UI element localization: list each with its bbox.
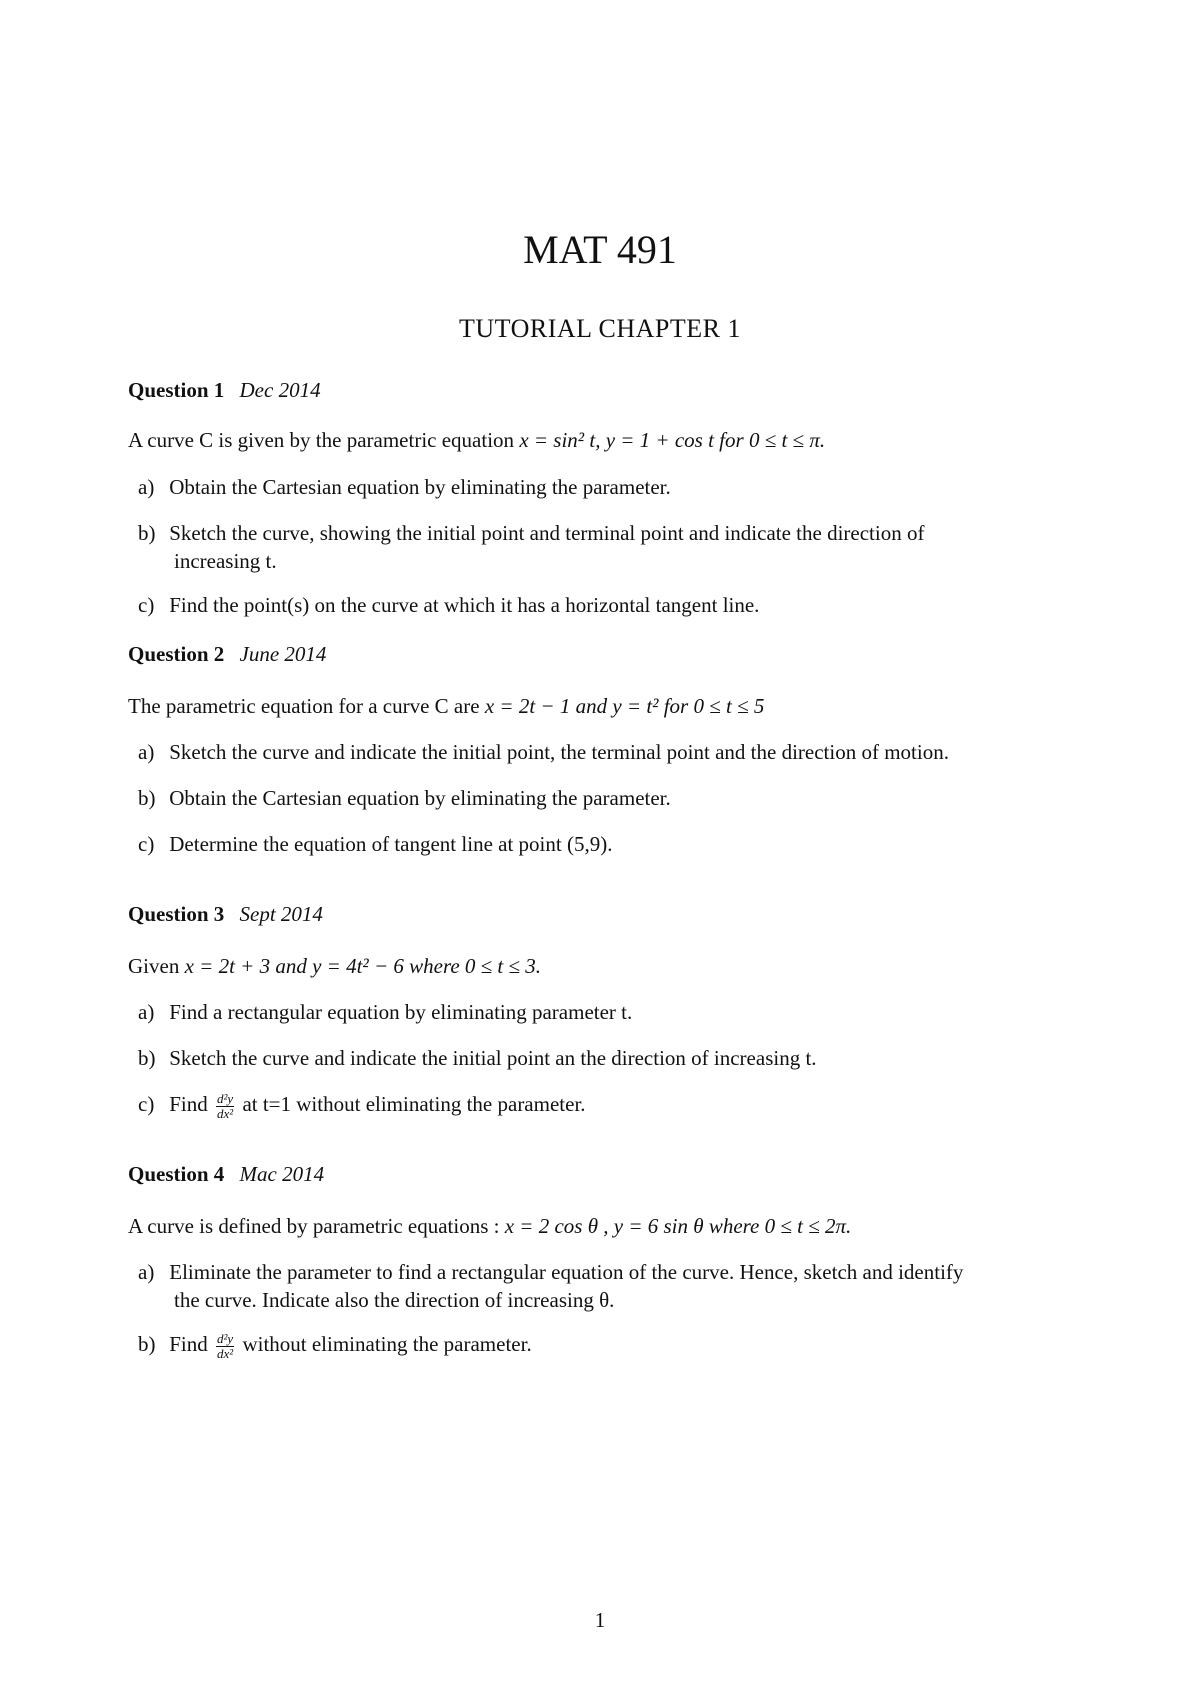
part-text: without eliminating the parameter.	[242, 1332, 532, 1356]
question-stem	[128, 1212, 851, 1240]
stem-equation: x = 2t − 1 and y = t² for 0 ≤ t ≤ 5	[484, 694, 765, 718]
part-text-continued: increasing t.	[174, 549, 277, 573]
stem-equation: x = 2 cos θ , y = 6 sin θ where 0 ≤ t ≤ 2π.	[504, 1214, 852, 1238]
part-text: at t=1 without eliminating the parameter.	[242, 1092, 586, 1116]
fraction-numerator: d²y	[217, 1090, 234, 1106]
question-date: Mac 2014	[239, 1162, 325, 1186]
stem-equation: x = sin² t, y = 1 + cos t for 0 ≤ t ≤ π.	[519, 428, 826, 452]
question-part	[138, 830, 1088, 858]
question-header	[128, 640, 1088, 670]
question-part	[138, 1258, 1088, 1314]
second-derivative-fraction	[216, 1332, 234, 1361]
question-header	[128, 376, 1088, 406]
question-part	[138, 519, 1088, 575]
fraction-denominator: dx²	[217, 1345, 234, 1361]
part-text: Eliminate the parameter to find a rectangular equation of the curve. Hence, sketch and identify	[169, 1260, 964, 1284]
question-label: Question 3	[128, 902, 225, 926]
part-label: b)	[138, 1332, 156, 1356]
question-part	[138, 1090, 1088, 1121]
second-derivative-fraction	[216, 1092, 234, 1121]
stem-text: The parametric equation for a curve C are	[128, 694, 480, 718]
part-text: Sketch the curve, showing the initial point and terminal point and indicate the direction of	[169, 521, 925, 545]
question-4	[128, 1160, 1088, 1361]
part-label: c)	[138, 832, 155, 856]
part-text: Sketch the curve and indicate the initial point, the terminal point and the direction of motion.	[169, 740, 949, 764]
part-text-before: Find	[169, 1092, 208, 1116]
question-part	[138, 998, 1088, 1026]
question-label: Question 1	[128, 378, 225, 402]
question-label: Question 4	[128, 1162, 225, 1186]
question-label: Question 2	[128, 642, 225, 666]
stem-text: A curve C is given by the parametric equation	[128, 428, 515, 452]
part-text: Determine the equation of tangent line at point (5,9).	[169, 832, 613, 856]
part-label: c)	[138, 1092, 155, 1116]
question-date: June 2014	[239, 642, 327, 666]
fraction-denominator: dx²	[217, 1105, 234, 1121]
question-part	[138, 1044, 1088, 1072]
stem-text: Given	[128, 954, 180, 978]
page-title: MAT 491	[523, 227, 677, 272]
question-part	[138, 473, 1088, 501]
part-label: b)	[138, 1046, 156, 1070]
part-label: c)	[138, 593, 155, 617]
question-2	[128, 640, 1088, 856]
stem-equation: x = 2t + 3 and y = 4t² − 6 where 0 ≤ t ≤ 3.	[184, 954, 542, 978]
question-part	[138, 1330, 1088, 1361]
page-number: 1	[594, 1608, 606, 1632]
part-text: Obtain the Cartesian equation by eliminating the parameter.	[169, 475, 671, 499]
part-label: a)	[138, 475, 155, 499]
part-text: Sketch the curve and indicate the initial point an the direction of increasing t.	[169, 1046, 817, 1070]
part-label: a)	[138, 740, 155, 764]
part-text-continued: the curve. Indicate also the direction of increasing θ.	[174, 1288, 615, 1312]
question-stem	[128, 952, 541, 980]
page-subtitle: TUTORIAL CHAPTER 1	[459, 314, 741, 343]
question-date: Dec 2014	[239, 378, 321, 402]
question-part	[138, 591, 1088, 619]
part-label: a)	[138, 1000, 155, 1024]
question-stem	[128, 692, 764, 720]
part-label: b)	[138, 521, 156, 545]
part-label: a)	[138, 1260, 155, 1284]
question-date: Sept 2014	[239, 902, 323, 926]
question-3	[128, 900, 1088, 1121]
question-1	[128, 376, 1088, 617]
stem-text: A curve is defined by parametric equations :	[128, 1214, 500, 1238]
fraction-numerator: d²y	[217, 1330, 234, 1346]
question-header	[128, 1160, 1088, 1190]
question-part	[138, 784, 1088, 812]
part-text: Find a rectangular equation by eliminating parameter t.	[169, 1000, 633, 1024]
question-stem	[128, 426, 825, 454]
question-header	[128, 900, 1088, 930]
part-text-before: Find	[169, 1332, 208, 1356]
part-text: Find the point(s) on the curve at which it has a horizontal tangent line.	[169, 593, 760, 617]
part-text: Obtain the Cartesian equation by eliminating the parameter.	[169, 786, 671, 810]
question-part	[138, 738, 1088, 766]
part-label: b)	[138, 786, 156, 810]
